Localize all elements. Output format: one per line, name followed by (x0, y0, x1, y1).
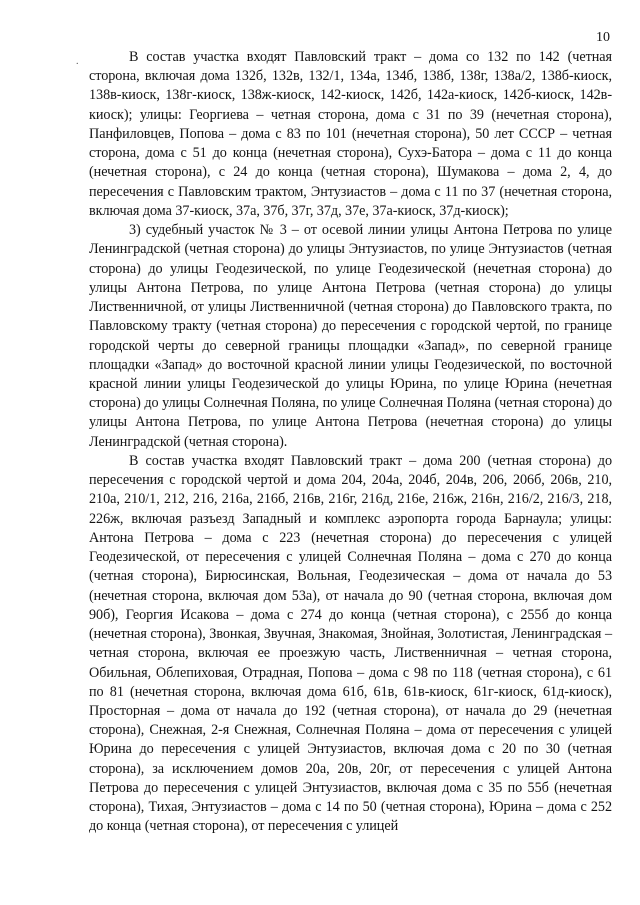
paragraph-section-3-boundaries: 3) судебный участок № 3 – от осевой линии улицы Антона Петрова по улице Ленинградской (четная сторона) до улицы Энтузиастов, по улице Энтузиастов (четная сторона) до улицы Геодезической, по улице Геодезической (нечетная сторона) до улицы Антона Петрова, по улице Антона Петрова (четная сторона) до улицы Лиственничной, от улицы Лиственничной (четная сторона) до Павловского тракта, по Павловскому тракту (четная сторона) до пересечения с городской чертой, по границе городской черты до северной границы площадки «Запад», по северной границе площадки «Запад» до восточной красной линии улицы Геодезической, по восточной красной линии улицы Геодезической до улицы Юрина, по улице Юрина (нечетная сторона) до улицы Солнечная Поляна, по улице Солнечная Поляна (четная сторона) до улицы Антона Петрова, по улице Антона Петрова (нечетная сторона) до улицы Ленинградской (четная сторона). (89, 222, 612, 450)
page-number: 10 (596, 30, 610, 45)
paragraph-section-2-composition: В состав участка входят Павловский тракт – дома со 132 по 142 (четная сторона, включая дома 132б, 132в, 132/1, 134а, 134б, 138б, 138г, 138а/2, 138б-киоск, 138в-киоск, 138г-киоск, 138ж-киоск, 142-киоск, 142б, 142а-киоск, 142б-киоск, 142в-киоск); улицы: Георгиева – четная сторона, дома с 31 по 39 (нечетная сторона), Панфиловцев, Попова – дома с 83 по 101 (нечетная сторона), 50 лет СССР – четная сторона, дома с 51 до конца (нечетная сторона), Сухэ-Батора – дома с 11 до конца (нечетная сторона), с 24 до конца (четная сторона), Шумакова – дома 2, 4, до пересечения с Павловским трактом, Энтузиастов – дома с 11 по 37 (нечетная сторона, включая дома 37-киоск, 37а, 37б, 37г, 37д, 37е, 37а-киоск, 37д-киоск); (89, 49, 612, 219)
scan-mark: . (76, 56, 79, 67)
paragraph-section-3-composition: В состав участка входят Павловский тракт – дома 200 (четная сторона) до пересечения с городской чертой и дома 204, 204а, 204б, 204в, 206, 206б, 206в, 210, 210а, 210/1, 212, 216, 216а, 216б, 216в, 216г, 216д, 216е, 216ж, 216н, 216/2, 216/3, 218, 226ж, включая разъезд Западный и комплекс аэропорта города Барнаула; улицы: Антона Петрова – дома с 223 (нечетная сторона) до пересечения с улицей Геодезической, от пересечения с улицей Солнечная Поляна – дома с 270 до конца (четная сторона), Бирюсинская, Вольная, Геодезическая – дома от начала до 53 (нечетная сторона, включая дом 53а), от начала до 90 (четная сторона, включая дом 90б), Георгия Исакова – дома с 274 до конца (четная сторона), с 255б до конца (нечетная сторона), Звонкая, Звучная, Знакомая, Знойная, Золотистая, Ленинградская – четная сторона, включая ее проезжую часть, Лиственничная – четная сторона, Обильная, Облепиховая, Отрадная, Попова – дома с 98 по 118 (четная сторона), с 61 по 81 (нечетная сторона, включая дома 61б, 61в, 61в-киоск, 61г-киоск, 61д-киоск), Просторная – дома от начала до 192 (четная сторона), от начала до 29 (нечетная сторона), Снежная, 2-я Снежная, Солнечная Поляна – дома от пересечения с улицей Юрина до пересечения с улицей Энтузиастов, включая дома с 20 по 30 (четная сторона), за исключением домов 20а, 20в, 20г, от пересечения с улицей Антона Петрова до пересечения с улицей Энтузиастов, включая дома с 35 по 55б (нечетная сторона), Тихая, Энтузиастов – дома с 14 по 50 (четная сторона), Юрина – дома с 252 до конца (четная сторона), от пересечения с улицей (89, 452, 612, 835)
document-body (89, 48, 612, 837)
